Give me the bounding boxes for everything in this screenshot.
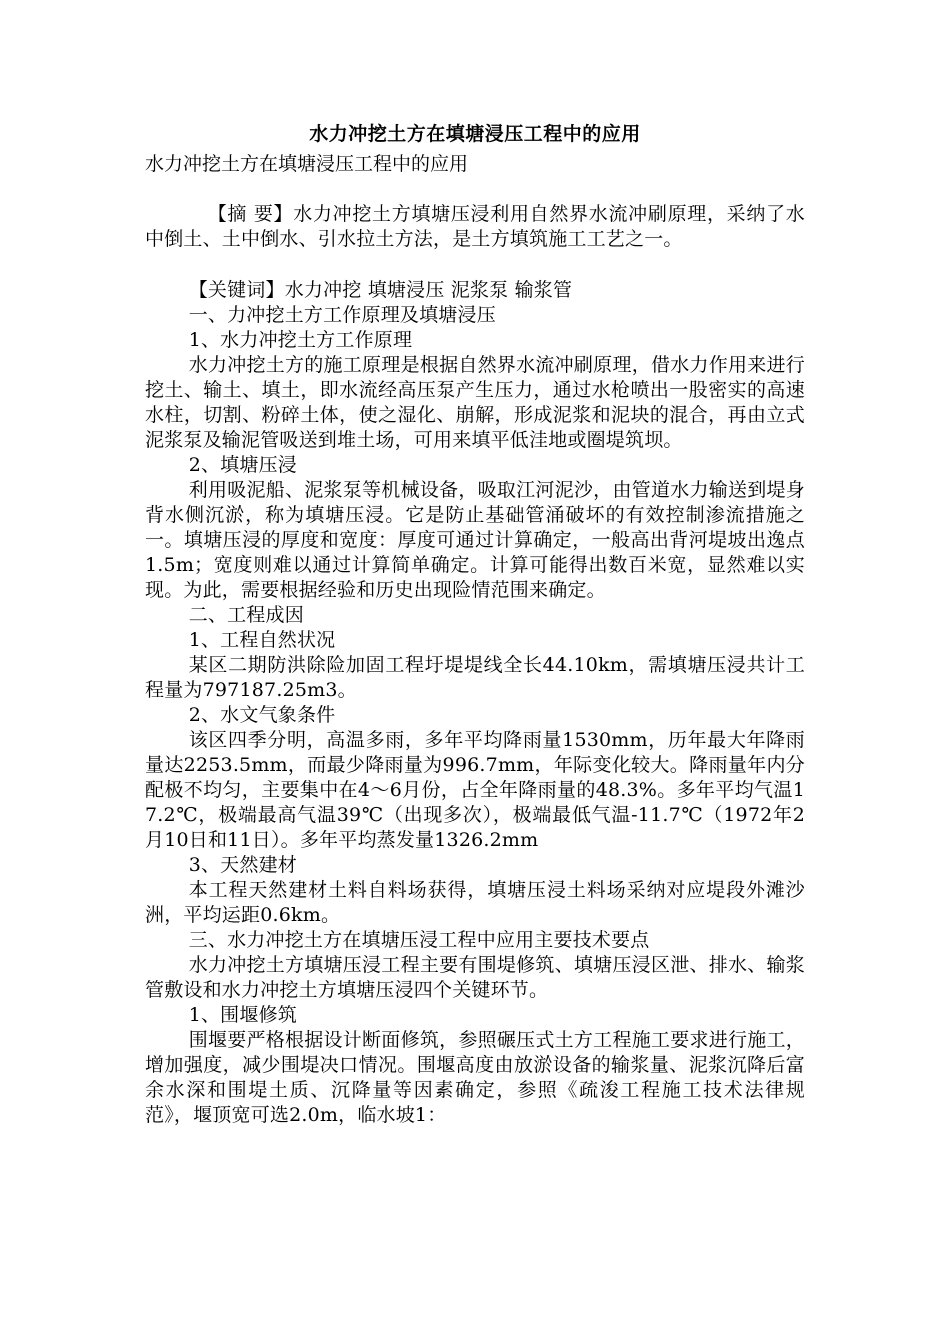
section-heading-3: 三、水力冲挖土方在填塘压浸工程中应用主要技术要点: [188, 929, 650, 951]
document-subtitle: 水力冲挖土方在填塘浸压工程中的应用: [145, 153, 469, 175]
subsection-heading: 2、水文气象条件: [188, 704, 336, 726]
body-paragraph: 本工程天然建材土料自料场获得，填塘压浸土料场采纳对应堤段外滩沙洲，平均运距0.6km。: [145, 879, 805, 926]
blank-line: [145, 252, 805, 278]
subsection-heading: 1、水力冲挖土方工作原理: [188, 329, 413, 351]
subsection-heading: 1、围堰修筑: [188, 1004, 297, 1026]
document-page: [145, 118, 805, 1128]
abstract-paragraph: 【摘 要】水力冲挖土方填塘压浸利用自然界水流冲刷原理，采纳了水中倒土、土中倒水、引水拉土方法，是土方填筑施工工艺之一。: [145, 203, 805, 250]
body-paragraph: 利用吸泥船、泥浆泵等机械设备，吸取江河泥沙，由管道水力输送到堤身背水侧沉淤，称为填塘压浸。它是防止基础管涌破坏的有效控制渗流措施之一。填塘压浸的厚度和宽度：厚度可通过计算确定，一般高出背河堤坡出逸点1.5m；宽度则难以通过计算简单确定。计算可能得出数百米宽，显然难以实现。为此，需要根据经验和历史出现险情范围来确定。: [145, 479, 805, 601]
body-paragraph: 该区四季分明，高温多雨，多年平均降雨量1530mm，历年最大年降雨量达2253.5mm，而最少降雨量为996.7mm，年际变化较大。降雨量年内分配极不均匀，主要集中在4～6月份，占全年降雨量的48.3%。多年平均气温17.2℃，极端最高气温39℃（出现多次），极端最低气温-11.7℃（1972年2月10日和11日）。多年平均蒸发量1326.2mm: [145, 729, 805, 851]
subsection-heading: 1、工程自然状况: [188, 629, 336, 651]
body-paragraph: 某区二期防洪除险加固工程圩堤堤线全长44.10km，需填塘压浸共计工程量为797187.25m3。: [145, 654, 805, 701]
subsection-heading: 3、天然建材: [188, 854, 297, 876]
body-paragraph: 水力冲挖土方的施工原理是根据自然界水流冲刷原理，借水力作用来进行挖土、输土、填土，即水流经高压泵产生压力，通过水枪喷出一股密实的高速水柱，切割、粉碎土体，使之湿化、崩解，形成泥浆和泥块的混合，再由立式泥浆泵及输泥管吸送到堆土场，可用来填平低洼地或圈堤筑坝。: [145, 354, 805, 451]
body-paragraph: 围堰要严格根据设计断面修筑，参照碾压式土方工程施工要求进行施工，增加强度，减少围堤决口情况。围堰高度由放淤设备的输浆量、泥浆沉降后富余水深和围堤土质、沉降量等因素确定，参照《疏浚工程施工技术法律规范》，堰顶宽可选2.0m，临水坡1：: [145, 1029, 805, 1126]
section-heading-1: 一、力冲挖土方工作原理及填塘浸压: [188, 304, 496, 326]
document-title: 水力冲挖土方在填塘浸压工程中的应用: [309, 123, 641, 145]
keywords-paragraph: 【关键词】水力冲挖 填塘浸压 泥浆泵 输浆管: [188, 279, 573, 301]
blank-line: [145, 178, 805, 202]
body-paragraph: 水力冲挖土方填塘压浸工程主要有围堤修筑、填塘压浸区泄、排水、输浆管敷设和水力冲挖土方填塘压浸四个关键环节。: [145, 954, 805, 1001]
section-heading-2: 二、工程成因: [188, 604, 304, 626]
subsection-heading: 2、填塘压浸: [188, 454, 297, 476]
